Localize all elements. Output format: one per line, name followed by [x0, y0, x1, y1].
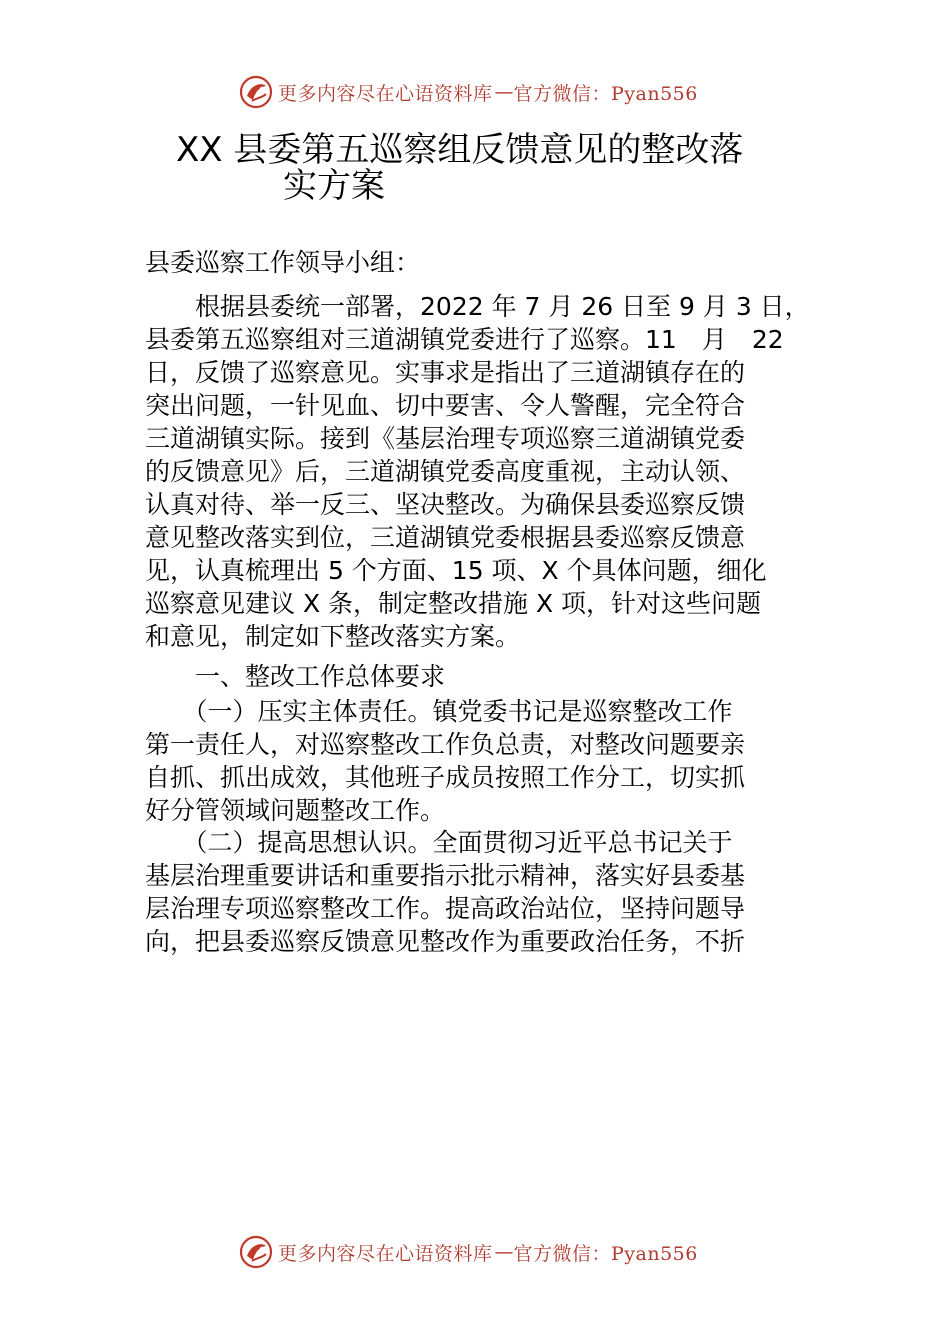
section-heading-text: 一、整改工作总体要求 [145, 662, 446, 691]
salutation: 县委巡察工作领导小组： [145, 248, 421, 277]
paragraph-line: 第一责任人，对巡察整改工作负总责，对整改问题要亲 [145, 730, 746, 759]
watermark-contact: 官方微信：Pyan556 [513, 1242, 698, 1265]
watermark-separator: — [494, 81, 514, 103]
paragraph-line: 向，把县委巡察反馈意见整改作为重要政治任务，不折 [145, 927, 746, 956]
paragraph-line: （一）压实主体责任。镇党委书记是巡察整改工作 [145, 697, 733, 726]
paragraph-line: 意见整改落实到位，三道湖镇党委根据县委巡察反馈意 [145, 523, 746, 552]
paragraph-line: 县委第五巡察组对三道湖镇党委进行了巡察。11 月 22 [145, 325, 784, 354]
body-paragraph-1 [145, 290, 825, 653]
watermark-contact: 官方微信：Pyan556 [513, 82, 698, 105]
paragraph-line: 层治理专项巡察整改工作。提高政治站位，坚持问题导 [145, 894, 746, 923]
paragraph-line: 和意见，制定如下整改落实方案。 [145, 622, 521, 651]
paragraph-line: 三道湖镇实际。接到《基层治理专项巡察三道湖镇党委 [145, 424, 746, 453]
watermark-separator: — [494, 1241, 514, 1263]
document-title-line-2: 实方案 [283, 166, 385, 206]
section-heading-1 [145, 660, 825, 693]
watermark-text: 更多内容尽在心语资料库 [278, 1242, 493, 1265]
paragraph-line: 巡察意见建议 X 条，制定整改措施 X 项，针对这些问题 [145, 589, 762, 618]
paragraph-line: 根据县委统一部署，2022 年 7 月 26 日至 9 月 3 日， [145, 292, 810, 321]
footer-watermark [238, 1234, 698, 1270]
body-paragraph-2 [145, 695, 825, 827]
paragraph-line: 突出问题，一针见血、切中要害、令人警醒，完全符合 [145, 391, 746, 420]
paragraph-line: 见，认真梳理出 5 个方面、15 项、X 个具体问题，细化 [145, 556, 767, 585]
watermark-text: 更多内容尽在心语资料库 [278, 82, 493, 105]
paragraph-line: 认真对待、举一反三、坚决整改。为确保县委巡察反馈 [145, 490, 746, 519]
paragraph-line: 自抓、抓出成效，其他班子成员按照工作分工，切实抓 [145, 763, 746, 792]
brand-logo-icon [238, 74, 274, 110]
paragraph-line: 好分管领域问题整改工作。 [145, 796, 446, 825]
paragraph-line: 基层治理重要讲话和重要指示批示精神，落实好县委基 [145, 861, 746, 890]
paragraph-line: （二）提高思想认识。全面贯彻习近平总书记关于 [145, 828, 733, 857]
paragraph-line: 的反馈意见》后，三道湖镇党委高度重视，主动认领、 [145, 457, 746, 486]
brand-logo-icon [238, 1234, 274, 1270]
document-title-line-1: XX 县委第五巡察组反馈意见的整改落 [176, 130, 744, 170]
body-paragraph-3 [145, 826, 825, 958]
header-watermark [238, 74, 698, 110]
paragraph-line: 日，反馈了巡察意见。实事求是指出了三道湖镇存在的 [145, 358, 746, 387]
